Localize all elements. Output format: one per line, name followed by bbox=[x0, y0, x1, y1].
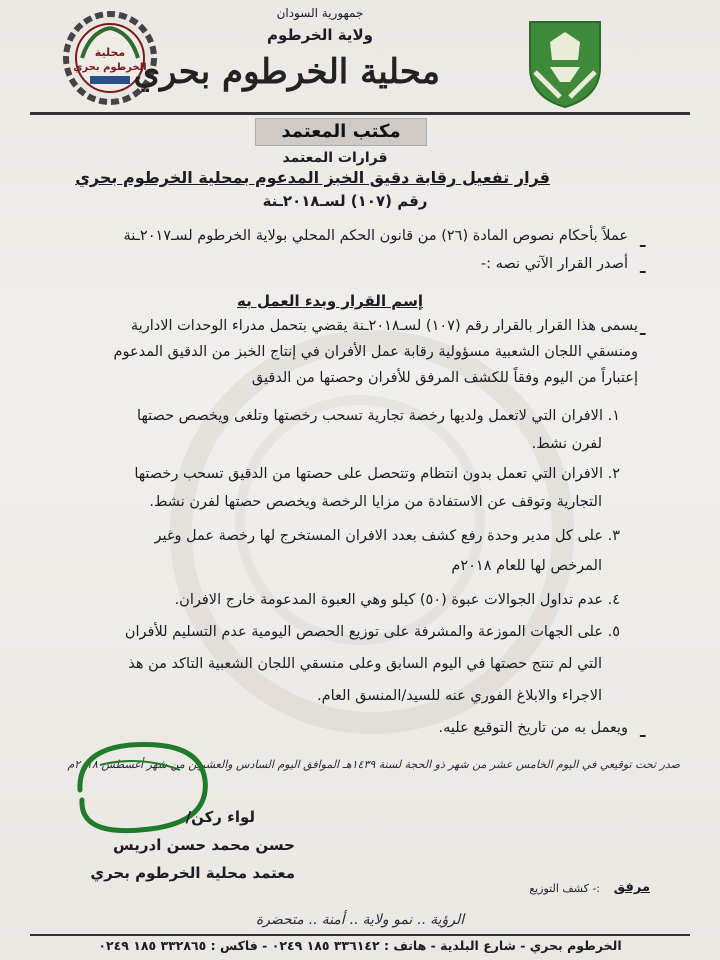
republic-line: جمهورية السودان bbox=[276, 6, 364, 20]
item-5-line-1: ٥. على الجهات الموزعة والمشرفة على توزيع الحصص اليومية عدم التسليم للأفران bbox=[124, 624, 620, 640]
item-1-line-2: لفرن نشط. bbox=[531, 436, 602, 452]
state-line: ولاية الخرطوم bbox=[267, 26, 373, 44]
decision-title: قرار تفعيل رقابة دقيق الخبز المدعوم بمحلية الخرطوم بحري bbox=[75, 168, 550, 187]
preamble-line-2: أصدر القرار الآتي نصه :- bbox=[480, 256, 628, 272]
section-heading: إسم القرار وبدء العمل به bbox=[237, 292, 423, 310]
footer-slogan: الرؤية .. نمو ولاية .. أمنة .. متحضرة bbox=[255, 912, 465, 928]
item-3-line-1: ٣. على كل مدير وحدة رفع كشف بعدد الافران المستخرج لها رخصة عمل وغير bbox=[154, 528, 620, 544]
office-label: مكتب المعتمد bbox=[255, 118, 427, 146]
item-1-line-1: ١. الافران التي لاتعمل ولديها رخصة تجارية تسحب رخصتها وتلغى ويخصص حصتها bbox=[137, 408, 620, 424]
footer-contact: الخرطوم بحري - شارع البلدية - هاتف : ٣٣٦١٤٢ ١٨٥ ٠٢٤٩ - فاكس : ٣٣٢٨٦٥ ١٨٥ ٠٢٤٩ bbox=[98, 938, 622, 953]
signer-title: معتمد محلية الخرطوم بحري bbox=[90, 864, 295, 882]
para-line-1: يسمى هذا القرار بالقرار رقم (١٠٧) لسـ٢٠١٨ـنة يقضي بتحمل مدراء الوحدات الادارية bbox=[130, 318, 638, 334]
khartoum-state-shield bbox=[520, 12, 610, 112]
item-3-line-2: المرخص لها للعام ٢٠١٨م bbox=[451, 558, 602, 574]
attachment-label: مرفق bbox=[613, 880, 650, 895]
emblem-text-1: محلية bbox=[94, 46, 126, 59]
signer-rank: لواء ركن/ bbox=[185, 808, 255, 826]
para-line-2: ومنسقي اللجان الشعبية مسؤولية رقابة عمل الأفران في إنتاج الخبز من الدقيق المدعوم bbox=[113, 344, 638, 360]
decisions-heading: قرارات المعتمد bbox=[282, 150, 388, 166]
effective-line: ويعمل به من تاريخ التوقيع عليه. bbox=[438, 720, 628, 736]
issued-line: صدر تحت توقيعي في اليوم الخامس عشر من شهر ذو الحجة لسنة ١٤٣٩هـ الموافق اليوم السادس والعشرين من شهر أغسطس ٢٠١٨م bbox=[67, 758, 680, 771]
locality-title: محلية الخرطوم بحري bbox=[133, 52, 440, 92]
preamble-line-1: عملاً بأحكام نصوص المادة (٢٦) من قانون الحكم المحلي بولاية الخرطوم لسـ٢٠١٧ـنة bbox=[123, 228, 628, 244]
item-5-line-2: التي لم تنتج حصتها في اليوم السابق وعلى منسقي اللجان الشعبية التاكد من هذ bbox=[128, 656, 602, 672]
attachment-value: :- كشف التوزيع bbox=[529, 882, 600, 895]
decision-number: رقم (١٠٧) لسـ٢٠١٨ـنة bbox=[262, 192, 428, 210]
signer-name: حسن محمد حسن ادريس bbox=[113, 836, 295, 854]
item-2-line-2: التجارية وتوقف عن الاستفادة من مزايا الرخصة ويخصص حصتها لفرن نشط. bbox=[149, 494, 602, 510]
emblem-text-2: الخرطوم بحري bbox=[73, 62, 147, 73]
document-page: محلية الخرطوم بحري جمهورية السودان ولاية الخرطوم محلية الخرطوم بحري مكتب المعتمد قرارات المعتمد قرار تفعيل رقابة دقيق الخبز المدعوم بمحلية الخرطوم بحري رقم (١٠٧) لسـ٢٠١٨ـنة ـ عملاً بأحكام نصوص المادة (٢٦) من قانون الحكم المحلي بولاية الخرطوم لسـ٢٠١٧ـنة ـ أصدر القرار الآتي نصه :- إسم القرار وبدء العمل به ـ يسمى هذا القرار بالقرار رقم (١٠٧) لسـ٢٠١٨ـنة يقضي بتحمل مدراء الوحدات الادارية ومنسقي اللجان الشعبية مسؤولية رقابة عمل الأفران في إنتاج الخبز من الدقيق المدعوم إعتباراً من اليوم وفقاً للكشف المرفق للأفران وحصتها من الدقيق ١. الافران التي لاتعمل ولديها رخصة تجارية تسحب رخصتها وتلغى ويخصص حصتها لفرن نشط. ٢. الافران التي تعمل بدون انتظام وتتحصل على حصتها من الدقيق تسحب رخصتها التجارية وتوقف عن الاستفادة من مزايا الرخصة ويخصص حصتها لفرن نشط. ٣. على كل مدير وحدة رفع كشف بعدد الافران المستخرج لها رخصة عمل وغير المرخص لها للعام ٢٠١٨م ٤. عدم تداول الجوالات عبوة (٥٠) كيلو وهي العبوة المدعومة خارج الافران. ٥. على الجهات الموزعة والمشرفة على توزيع الحصص اليومية عدم التسليم للأفران التي لم تنتج حصتها في اليوم السابق وعلى منسقي اللجان الشعبية التاكد من هذ الاجراء والابلاغ الفوري عنه للسيد/المنسق العام. ـ ويعمل به من تاريخ التوقيع عليه. صدر تحت توقيعي في اليوم الخامس عشر من شهر ذو الحجة لسنة ١٤٣٩هـ الموافق اليوم السادس والعشرين من شهر أغسطس ٢٠١٨م لواء ركن/ حسن محمد حسن ادريس معتمد محلية الخرطوم بحري مرفق :- كشف التوزيع الرؤية .. نمو ولاية .. أمنة .. متحضرة الخرطوم بحري - شارع البلدية - هاتف : ٣٣٦١٤٢ ١٨٥ ٠٢٤٩ - فاكس : ٣٣٢٨٦٥ ١٨٥ ٠٢٤٩ bbox=[0, 0, 720, 960]
item-2-line-1: ٢. الافران التي تعمل بدون انتظام وتتحصل على حصتها من الدقيق تسحب رخصتها bbox=[134, 466, 620, 482]
item-5-line-3: الاجراء والابلاغ الفوري عنه للسيد/المنسق العام. bbox=[317, 688, 602, 704]
para-line-3: إعتباراً من اليوم وفقاً للكشف المرفق للأفران وحصتها من الدقيق bbox=[251, 370, 638, 386]
item-4-line-1: ٤. عدم تداول الجوالات عبوة (٥٠) كيلو وهي العبوة المدعومة خارج الافران. bbox=[174, 592, 620, 608]
